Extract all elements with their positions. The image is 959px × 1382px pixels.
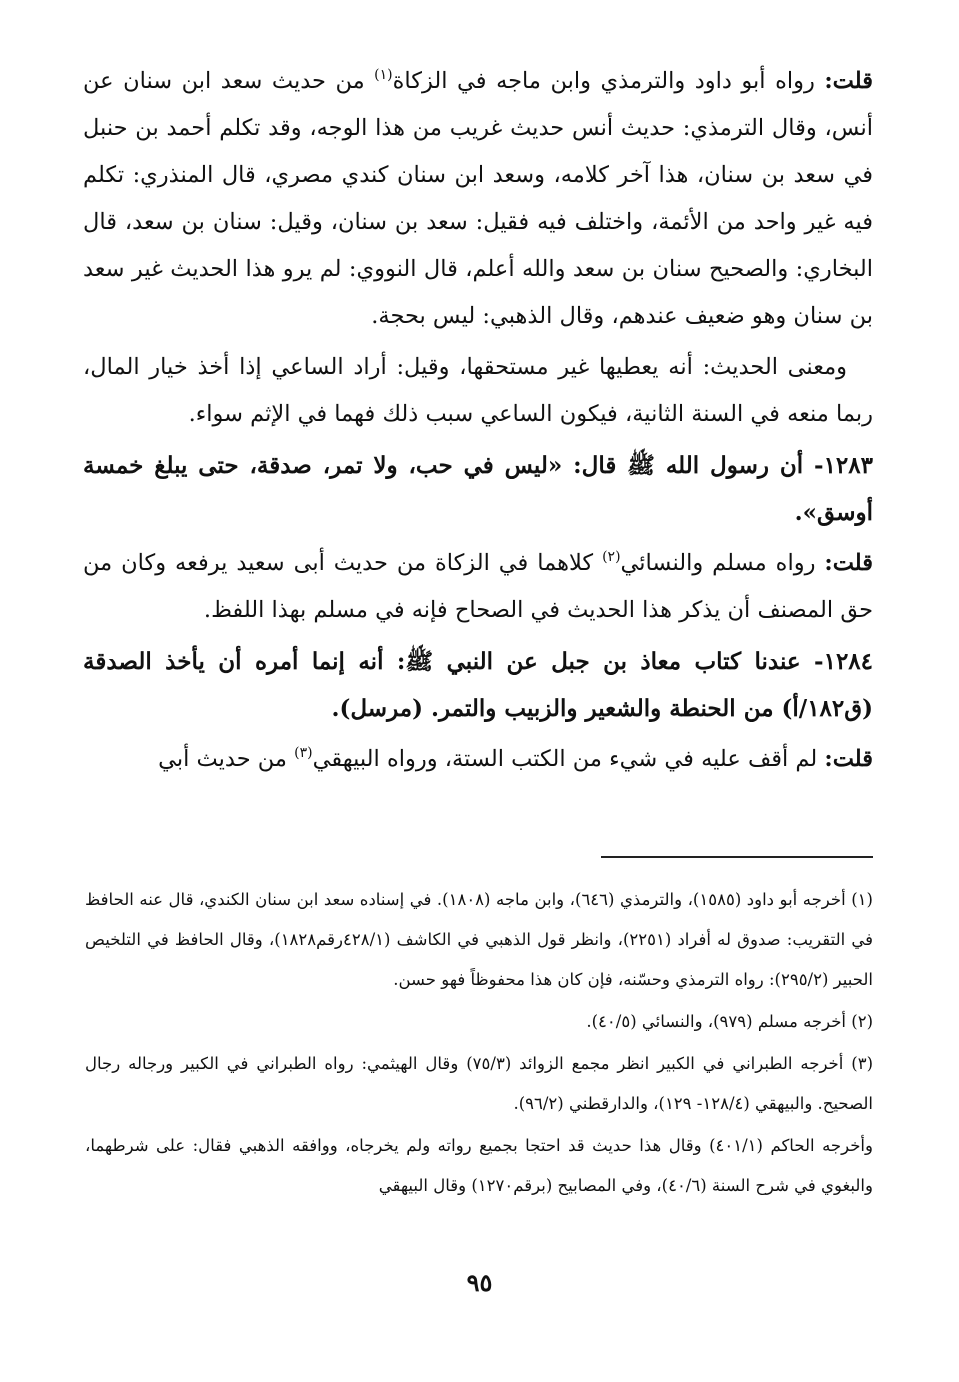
hadith-1284: ١٢٨٤- عندنا كتاب معاذ بن جبل عن النبي ﷺ: أنه إنما أمره أن يأخذ الصدقة (ق١٨٢/أ) من الحنطة والشعير والزبيب والتمر. (مرسل). [83,648,874,722]
paragraph-text: رواه مسلم والنسائي [620,550,816,576]
paragraph-text: من حديث سعد ابن سنان عن أنس، وقال الترمذي: حديث أنس حديث غريب من هذا الوجه، وقد تكلم أحمد بن حنبل في سعد بن سنان، هذا آخر كلامه، وسعد ابن سنان كندي مصري، قال المنذري: تكلم فيه غير واحد من الأئمة، واختلف فيه فقيل: سعد بن سنان، وقيل: سنان بن سعد، قال البخاري: والصحيح سنان بن سعد والله أعلم، قال النووي: لم يرو هذا الحديث غير سعد بن سنان وهو ضعيف عندهم، وقال الذهبي: ليس بحجة. [83,68,873,329]
footnote-3-continuation: وأخرجه الحاكم (٤٠١/١) وقال هذا حديث قد احتجا بجميع رواته ولم يخرجاه، ووافقه الذهبي فقال: على شرطهما، والبغوي في شرح السنة (٤٠/٦)، وفي المصابيح (برقم١٢٧٠) وقال البيهقي [85,1136,873,1195]
paragraph-text: لم أقف عليه في شيء من الكتب الستة، ورواه البيهقي [312,746,818,772]
paragraph-commentary-3 [83,736,873,783]
footnote-ref-1[interactable]: (١) [374,67,393,83]
qultu-label: قلت: [824,68,873,94]
paragraph-text: رواه أبو داود والترمذي وابن ماجه في الزكاة [392,68,815,94]
paragraph-commentary-2 [83,540,873,634]
paragraph-text: من حديث أبي [158,746,287,772]
qultu-label: قلت: [824,550,874,576]
footnote-2: (٢) أخرجه مسلم (٩٧٩)، والنسائي (٤٠/٥). [586,1012,873,1031]
qultu-label: قلت: [824,746,873,772]
main-text [83,58,873,783]
footnote-3: (٣) أخرجه الطبراني في الكبير انظر مجمع الزوائد (٧٥/٣) وقال الهيثمي: رواه الطبراني في الكبير ورجاله رجال الصحيح. والبيهقي (١٢٨/٤- ١٢٩)، والدارقطني (٩٦/٢). [85,1054,874,1113]
paragraph-text: كلاهما في الزكاة من حديث أبى سعيد يرفعه وكان من حق المصنف أن يذكر هذا الحديث في الصحاح فإنه في مسلم بهذا اللفظ. [83,550,873,623]
footnote-ref-3[interactable]: (٣) [294,745,313,761]
footnote-separator [601,856,873,858]
hadith-1283: ١٢٨٣- أن رسول الله ﷺ قال: «ليس في حب، ولا تمر، صدقة، حتى يبلغ خمسة أوسق». [83,452,873,526]
footnote-ref-2[interactable]: (٢) [602,549,621,565]
paragraph-commentary-1 [83,58,873,340]
footnote-1: (١) أخرجه أبو داود (١٥٨٥)، والترمذي (٦٤٦)، وابن ماجه (١٨٠٨). في إسناده سعد ابن سنان الكندي، قال عنه الحافظ في التقريب: صدوق له أفراد (٢٢٥١)، وانظر قول الذهبي في الكاشف (٤٢٨/١رقم١٨٢٨)، وقال الحافظ في التلخيص الحبير (٢٩٥/٢): رواه الترمذي وحسّنه، فإن كان هذا محفوظاً فهو حسن. [85,890,873,989]
footnotes [85,880,873,1206]
page-number: ٩٥ [466,1268,493,1297]
paragraph-meaning: ومعنى الحديث: أنه يعطيها غير مستحقها، وقيل: أراد الساعي إذا أخذ خيار المال، ربما منعه في السنة الثانية، فيكون الساعي سبب ذلك فهما في الإثم سواء. [83,354,873,427]
